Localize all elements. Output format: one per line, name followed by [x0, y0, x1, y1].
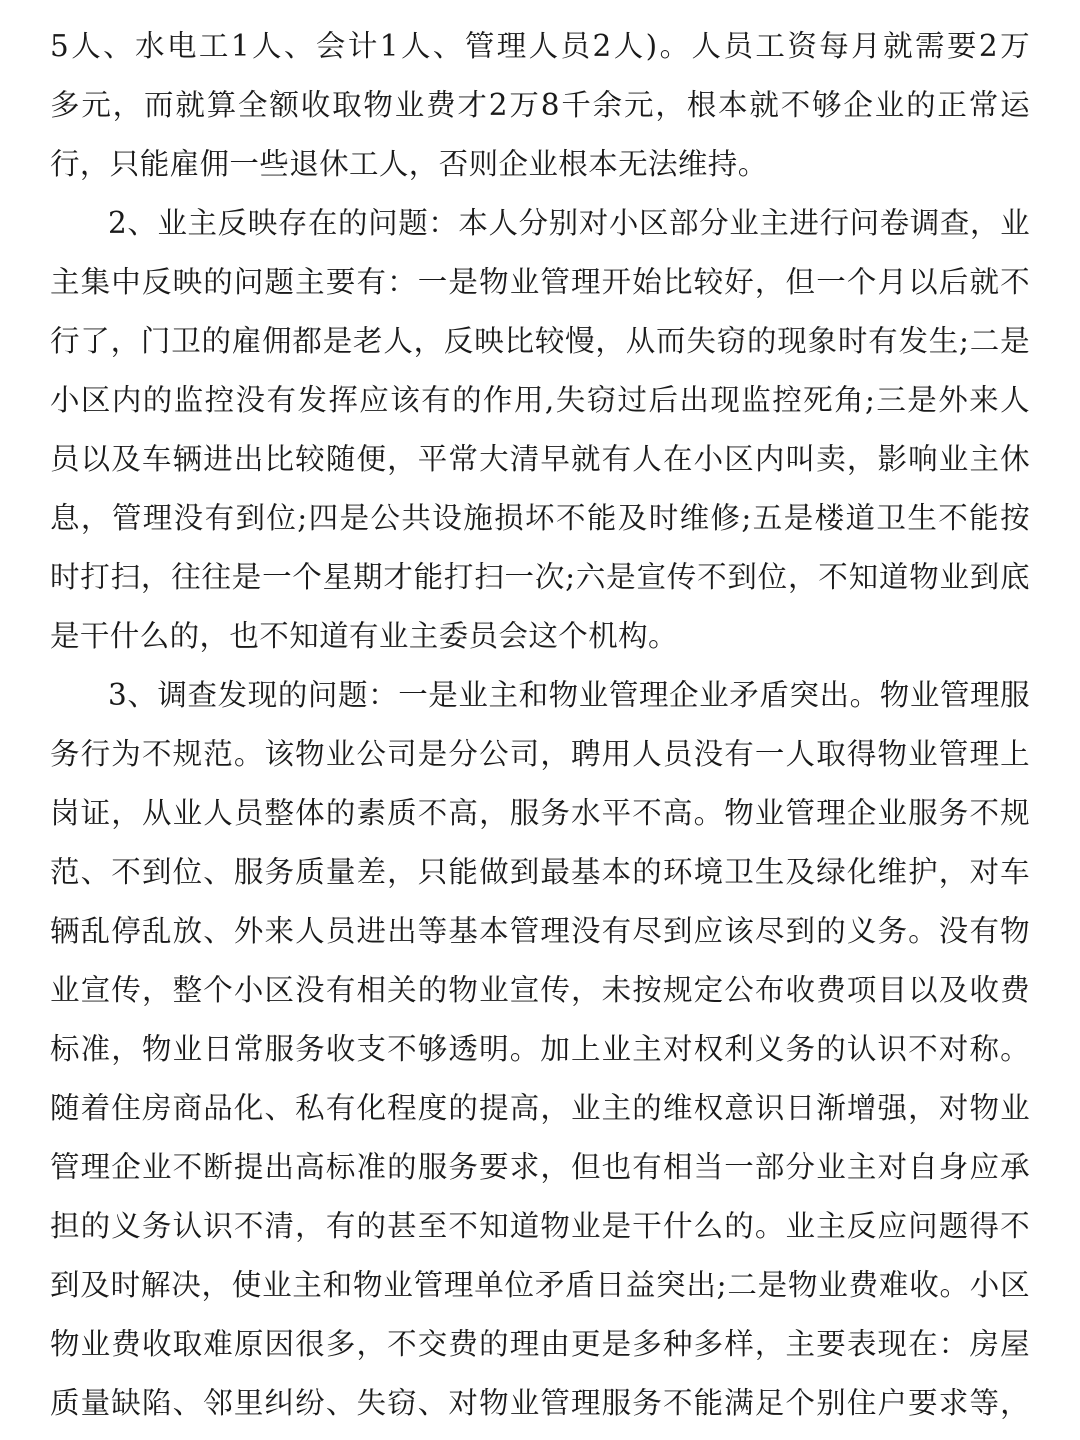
text-line: 多元，而就算全额收取物业费才2万8千余元，根本就不够企业的正常运	[50, 88, 1030, 122]
text-line: 质量缺陷、邻里纠纷、失窃、对物业管理服务不能满足个别住户要求等，	[50, 1386, 1030, 1420]
text-line: 行了，门卫的雇佣都是老人，反映比较慢，从而失窃的现象时有发生;二是	[50, 324, 1030, 358]
text-line: 主集中反映的问题主要有：一是物业管理开始比较好，但一个月以后就不	[50, 265, 1030, 299]
text-line: 岗证，从业人员整体的素质不高，服务水平不高。物业管理企业服务不规	[50, 796, 1030, 830]
text-line: 标准，物业日常服务收支不够透明。加上业主对权利义务的认识不对称。	[50, 1032, 1030, 1066]
text-line: 业宣传，整个小区没有相关的物业宣传，未按规定公布收费项目以及收费	[50, 973, 1030, 1007]
text-line: 员以及车辆进出比较随便，平常大清早就有人在小区内叫卖，影响业主休	[50, 442, 1030, 476]
text-line: 时打扫，往往是一个星期才能打扫一次;六是宣传不到位，不知道物业到底	[50, 560, 1030, 594]
text-line: 5人、水电工1人、会计1人、管理人员2人)。人员工资每月就需要2万	[50, 29, 1030, 63]
text-line: 息，管理没有到位;四是公共设施损坏不能及时维修;五是楼道卫生不能按	[50, 501, 1030, 535]
text-line: 务行为不规范。该物业公司是分公司，聘用人员没有一人取得物业管理上	[50, 737, 1030, 771]
paragraph-3-first-line: 3、调查发现的问题：一是业主和物业管理企业矛盾突出。物业管理服	[108, 678, 1030, 712]
paragraph-2-first-line: 2、业主反映存在的问题：本人分别对小区部分业主进行问卷调查，业	[108, 206, 1030, 240]
text-line: 管理企业不断提出高标准的服务要求，但也有相当一部分业主对自身应承	[50, 1150, 1030, 1184]
text-line: 辆乱停乱放、外来人员进出等基本管理没有尽到应该尽到的义务。没有物	[50, 914, 1030, 948]
text-line: 是干什么的，也不知道有业主委员会这个机构。	[50, 619, 678, 653]
text-line: 到及时解决，使业主和物业管理单位矛盾日益突出;二是物业费难收。小区	[50, 1268, 1030, 1302]
text-line: 物业费收取难原因很多，不交费的理由更是多种多样，主要表现在：房屋	[50, 1327, 1030, 1361]
text-line: 范、不到位、服务质量差，只能做到最基本的环境卫生及绿化维护，对车	[50, 855, 1030, 889]
text-line: 行，只能雇佣一些退休工人，否则企业根本无法维持。	[50, 147, 768, 181]
text-line: 小区内的监控没有发挥应该有的作用,失窃过后出现监控死角;三是外来人	[50, 383, 1030, 417]
text-line: 担的义务认识不清，有的甚至不知道物业是干什么的。业主反应问题得不	[50, 1209, 1030, 1243]
text-line: 随着住房商品化、私有化程度的提高，业主的维权意识日渐增强，对物业	[50, 1091, 1030, 1125]
